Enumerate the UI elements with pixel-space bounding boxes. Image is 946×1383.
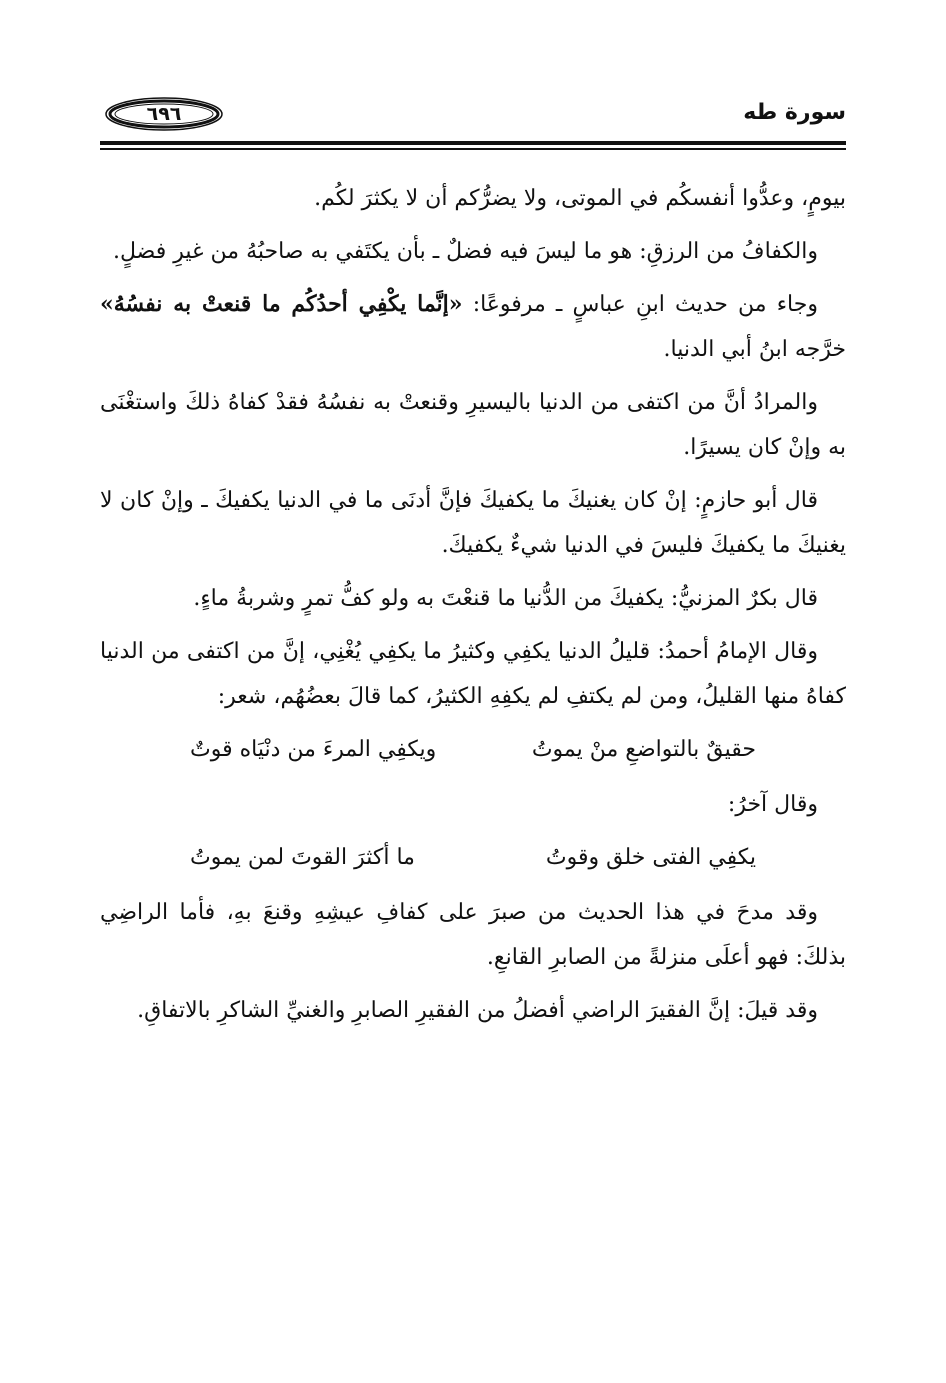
- page-header: [100, 92, 846, 142]
- page-number: ٦٩٦: [146, 103, 182, 125]
- paragraph: قال أبو حازمٍ: إنْ كان يغنيكَ ما يكفيكَ فإنَّ أدنَى ما في الدنيا يكفيكَ ـ وإنْ كان لا يغنيكَ ما يكفيكَ فليسَ في الدنيا شيءٌ يكفيكَ.: [100, 488, 846, 558]
- page-body: [100, 176, 846, 1041]
- hadith-quote: «إنَّما يكْفِي أحدُكُم ما قنعتْ به نفسُهُ»: [100, 291, 463, 317]
- header-rule-thin: [100, 148, 846, 150]
- paragraph: وقال آخرُ:: [727, 792, 818, 817]
- paragraph: قال بكرٌ المزنيُّ: يكفيكَ من الدُّنيا ما قنعْتَ به ولو كفُّ تمرٍ وشربةُ ماءٍ.: [193, 586, 818, 611]
- paragraph: والكفافُ من الرزقِ: هو ما ليسَ فيه فضلٌ ـ بأن يكتَفي به صاحبُهُ من غيرِ فضلٍ.: [113, 239, 818, 264]
- paragraph: وقال الإمامُ أحمدُ: قليلُ الدنيا يكفِي وكثيرُ ما يكفِي يُغْنِي، إنَّ من اكتفى من الدنيا كفاهُ منها القليلُ، ومن لم يكتفِ لم يكفِهِ الكثيرُ، كما قالَ بعضُهُم، شعر:: [100, 639, 846, 709]
- verse-hemistich-first: حقيقٌ بالتواضعِ منْ يموتُ: [531, 737, 756, 762]
- paragraph-hadith: [100, 282, 846, 372]
- verse-hemistich-first: يكفِي الفتى خلق وقوتُ: [545, 845, 756, 870]
- poem-verse: [100, 727, 846, 772]
- paragraph: بيومٍ، وعدُّوا أنفسكُم في الموتى، ولا يضرُّكم أن لا يكثرَ لكُم.: [314, 186, 846, 211]
- paragraph-attribution: خرَّجه ابنُ أبي الدنيا.: [663, 337, 846, 362]
- verse-hemistich-second: ما أكثرَ القوتَ لمن يموتُ: [190, 845, 415, 870]
- paragraph: وقد قيلَ: إنَّ الفقيرَ الراضي أفضلُ من الفقيرِ الصابرِ والغنيِّ الشاكرِ بالاتفاقِ.: [137, 998, 818, 1023]
- verse-hemistich-second: ويكفِي المرءَ من دنْيَاه قوتٌ: [190, 737, 437, 762]
- page-number-badge: [104, 96, 224, 132]
- surah-title: سورة طه: [743, 100, 846, 125]
- paragraph-intro: وجاء من حديث ابنِ عباسٍ ـ مرفوعًا:: [472, 292, 818, 317]
- poem-verse: [100, 835, 846, 880]
- header-rule-thick: [100, 141, 846, 145]
- paragraph: وقد مدحَ في هذا الحديث من صبرَ على كفافِ عيشِهِ وقنعَ بهِ، فأما الراضِي بذلكَ: فهو أعلَى منزلةً من الصابرِ القانعِ.: [100, 900, 846, 970]
- paragraph: والمرادُ أنَّ من اكتفى من الدنيا باليسيرِ وقنعتْ به نفسُهُ فقدْ كفاهُ ذلكَ واستغْنَى به وإنْ كان يسيرًا.: [100, 390, 846, 460]
